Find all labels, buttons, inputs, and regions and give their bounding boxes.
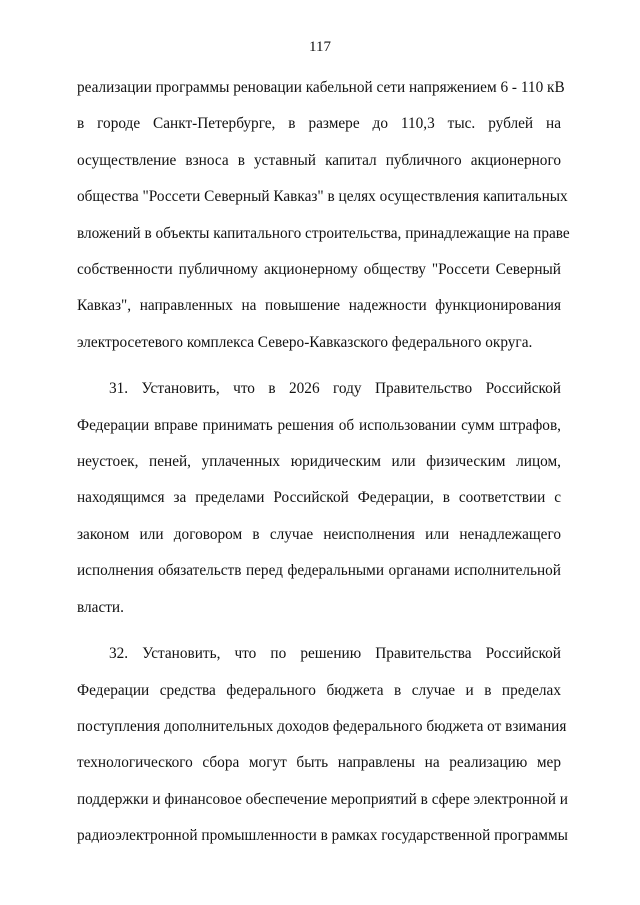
page-number: 117 [309, 39, 331, 55]
text-line: электросетевого комплекса Северо-Кавказского федерального округа. [77, 333, 533, 351]
text-line: 31. Установить, что в 2026 году Правительство Российской [109, 380, 561, 398]
text-line: собственности публичному акционерному обществу "Россети Северный [77, 261, 561, 279]
text-line: законом или договором в случае неисполнения или ненадлежащего [77, 525, 561, 543]
text-line: технологического сбора могут быть направлены на реализацию мер [77, 754, 561, 772]
text-line: Кавказ", направленных на повышение надежности функционирования [77, 297, 561, 315]
text-line: поддержки и финансовое обеспечение мероприятий в сфере электронной и [77, 790, 568, 808]
text-line: власти. [77, 598, 124, 616]
paragraph-item-32 [77, 636, 568, 854]
text-line: неустоек, пеней, уплаченных юридическим или физическим лицом, [77, 453, 561, 471]
text-line: реализации программы реновации кабельной сети напряжением 6 - 110 кВ [77, 79, 565, 96]
paragraph-continuation [77, 70, 570, 361]
text-line: радиоэлектронной промышленности в рамках государственной программы [77, 827, 568, 845]
paragraph-item-31 [77, 371, 561, 626]
text-line: поступления дополнительных доходов федерального бюджета от взимания [77, 717, 567, 735]
text-line: Федерации вправе принимать решения об использовании сумм штрафов, [77, 416, 561, 434]
text-line: общества "Россети Северный Кавказ" в целях осуществления капитальных [77, 188, 568, 206]
text-line: Федерации средства федерального бюджета в случае и в пределах [77, 681, 561, 699]
text-line: вложений в объекты капитального строительства, принадлежащие на праве [77, 224, 570, 242]
text-line: 32. Установить, что по решению Правительства Российской [109, 645, 561, 663]
text-line: исполнения обязательств перед федеральными органами исполнительной [77, 562, 561, 580]
text-line: находящимся за пределами Российской Федерации, в соответствии с [77, 489, 561, 507]
text-line: в городе Санкт-Петербурге, в размере до 110,3 тыс. рублей на [77, 115, 561, 133]
text-line: осуществление взноса в уставный капитал публичного акционерного [77, 151, 561, 169]
document-body [77, 70, 570, 855]
